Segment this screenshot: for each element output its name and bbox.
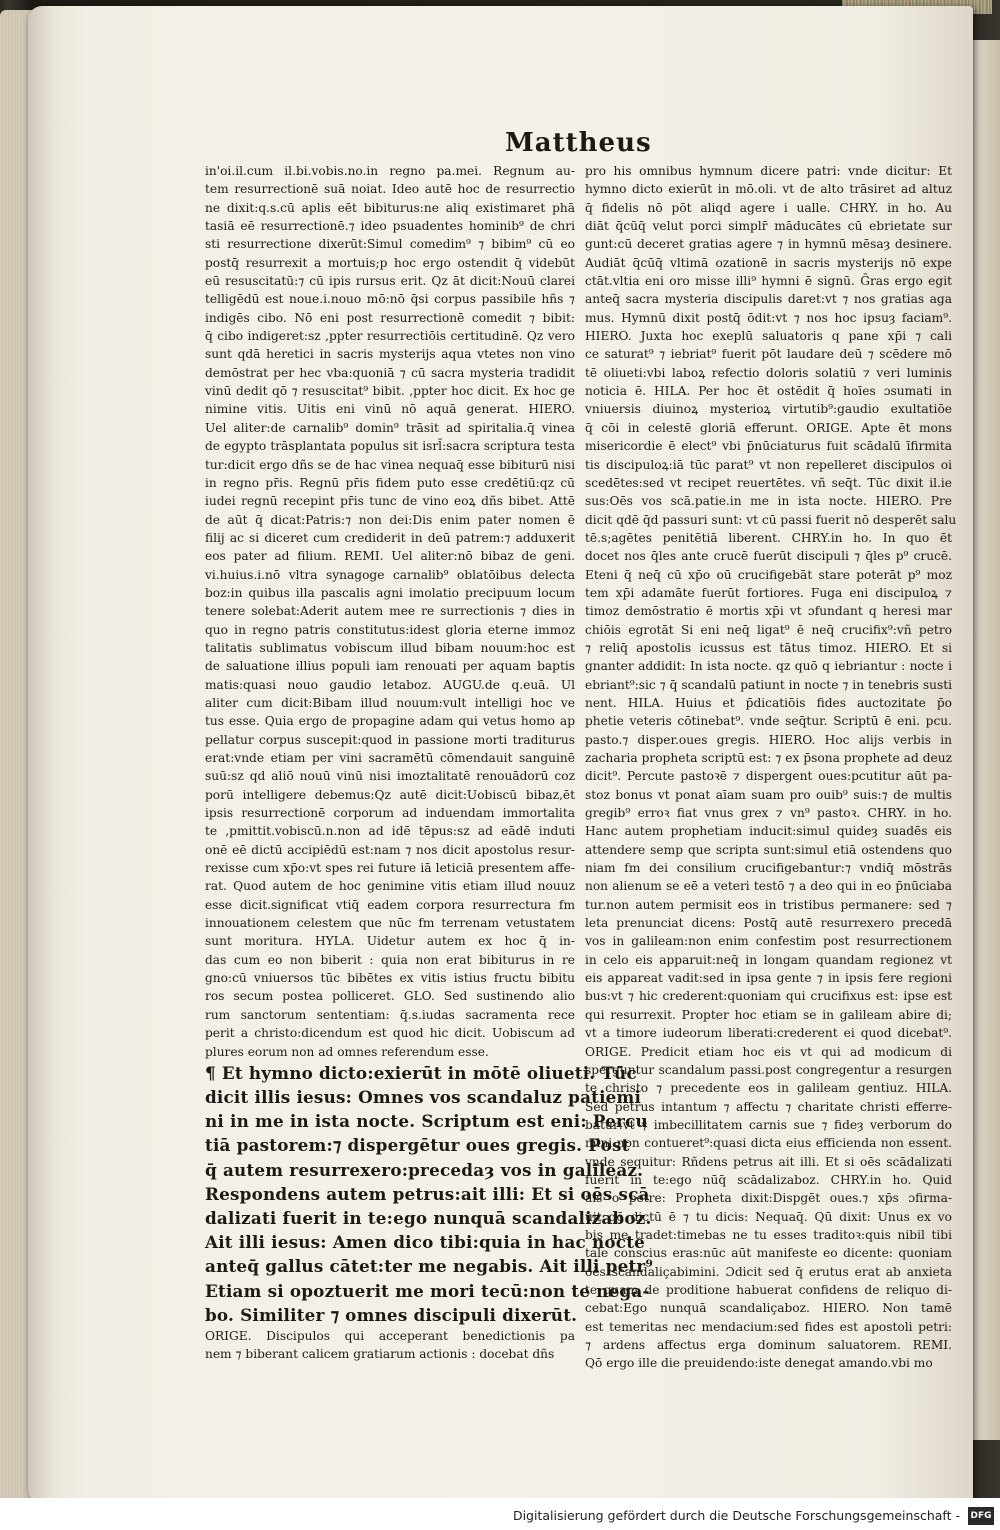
text-line: boz:in quibus illa pascalis agni imolatio precipuum locum [205,585,575,600]
text-line: vi.huius.i.nō vltra synagoge carnalib⁹ oblatōibus delecta [205,567,575,582]
text-line: ni in me in ista nocte. Scriptum est eni: Percu [205,1111,648,1132]
text-line: esse dicit.significat vtiq̄ eadem corpora resurrectura fm [205,897,575,912]
footer-credit: Digitalisierung gefördert durch die Deutsche Forschungsgemeinschaft - [512,1508,960,1523]
text-line: ipsis resurrectionē corporum ad induendam immortalita [205,806,575,821]
text-line: eis appareat vadit:sed in ipsa gente ⁊ in ipsis fere regioni [585,971,952,986]
text-line: cebat:Ego nunquā scandaliçaboz. HIERO. Non tamē [585,1301,952,1316]
text-line: aliter cum dicit:Bibam illud nouum:vult intelligi hoc ve [205,695,575,710]
text-line: dicit⁹. Percute pastoꝛē ⁊ dispergent oues:pcutitur aūt pa- [585,769,952,784]
text-line: chiōis egrotāt Si eni neq̄ ligat⁹ ē neq̄ crucifix⁹:vñ petro [585,622,952,637]
text-line: dalizati fuerit in te:ego nunquā scandalizaboz. [205,1207,652,1228]
text-line: bo. Similiter ⁊ omnes discipuli dixerūt. [205,1304,578,1325]
text-line: diāt q̄cūq̄ velut porci simplr̄ māducātes cū ebrietate sur [585,219,952,234]
text-line: mus. Hymnū dixit postq̄ ōdit:vt ⁊ nos hoc ipsuȝ faciam⁹. [585,310,952,325]
text-line: in celo eis apparuit:neq̄ in longam quandam regionez vt [585,952,952,967]
text-line: sperguntur scandalum passi.post congregentur a resurgen [585,1062,952,1077]
text-line: tē oliueti:vbi laboꝝ refectio doloris solatiū ⁊ veri luminis [585,365,952,380]
text-line: porū intelligere debemus:Qz autē dicit:Uobiscū bibaz,ēt [205,787,575,802]
dfg-logo: DFG [968,1507,994,1525]
text-line: Ait illi iesus: Amen dico tibi:quia in hac nocte [205,1232,646,1253]
text-line: HIERO. Juxta hoc exeplū saluatoris q pane xp̄i ⁊ cali [585,329,952,344]
text-line: ORIGE. Predicit etiam hoc eis vt qui ad modicum di [585,1044,952,1059]
text-line: ⁊ ardens affectus erga dominum saluatorem. REMI. [585,1338,952,1352]
text-line: qui resurrexit. Propter hoc etiam se in galileam abire di; [585,1007,952,1022]
text-line: postq̄ resurrexit a mortuis;p hoc ergo ostendit q̄ videbūt [205,255,575,270]
left-tail-text [205,1327,575,1364]
text-line: est temeritas nec mendacium:sed fides est apostoli petri: [585,1319,952,1334]
text-line: Audiāt q̄cūq̄ vltimā ozationē in sacris mysterijs nō expe [585,255,952,270]
text-line: iudei regnū recepint pr̄is tunc de vino eoꝝ dñs bibet. Attē [205,494,575,509]
text-line: dicit qdē q̄d passuri sunt: vt cū passi fuerit nō desperēt salu [585,512,957,527]
text-line: telligēdū est noue.i.nouo mō:nō q̄si corpus passibile hñs ⁊ [205,292,575,307]
text-line: mini non contueret⁹:quasi dicta eius efficienda non essent. [585,1136,952,1151]
text-line: gno:cū vniuersos tūc bibētes ex vitis istius fructu bibitu [205,971,575,986]
text-line: ⁊ reliq̄ apostolis icussus est tātus timoz. HIERO. Et si [585,640,952,655]
text-line: non alienum se eē a veteri testō ⁊ a deo qui in eo p̄nūciaba [585,879,952,894]
text-line: ce saturat⁹ ⁊ iebriat⁹ fuerit pōt laudare deū ⁊ scēdere mō [585,347,952,362]
text-line: quo in regno patris constitutus:idest gloria eterne immoz [205,622,575,637]
text-line: tur.non autem permisit eos in tristibus permanere: sed ⁊ [585,897,952,912]
text-line: ros secum postea polliceret. GLO. Sed sustinendo alio [205,989,575,1004]
text-line: eū resuscitatū:⁊ cū ipis rursus erit. Qz āt dicit:Nouū clarei [205,274,575,289]
text-line: Sed petrus intantum ⁊ affectu ⁊ charitate christi efferre- [585,1099,952,1114]
text-line: ORIGE. Discipulos qui acceperant benedictionis pa [205,1328,575,1343]
text-line: dicit illis iesus: Omnes vos scandaluz patiemi [205,1087,642,1108]
text-line: gregib⁹ erroꝛ fiat vnus grex ⁊ vn⁹ pastoꝛ. CHRY. in ho. [585,806,952,821]
footer-bar [0,1498,1000,1530]
text-line: pro his omnibus hymnum dicere patri: vnde dicitur: Et [585,164,952,178]
text-line: Hanc autem prophetiam inducit:simul quideȝ suadēs eis [585,824,952,839]
text-line: q̄ cibo indigeret:sz ,ppter resurrectiōis certitudinē. Qz vero [205,329,575,344]
adjacent-page-edge [970,40,1000,1440]
text-line: niam fm dei consilium crucifigebantur:⁊ vndiq̄ mōstrās [585,861,952,876]
text-line: stoz bonus vt ponat aīam suam pro ouib⁹ suis:⁊ de multis [585,787,952,802]
text-line: vt a timore iudeorum liberati:crederent ei quod dicebat⁹. [585,1026,952,1041]
text-line: in'oi.il.cum il.bi.vobis.no.in regno pa.mei. Regnum au- [205,164,575,178]
text-line: Qō ergo ille die preuidendo:iste denegat amando.vbi mo [585,1356,933,1371]
text-line: ne dixit:q.s.cū aplis eēt bibiturus:ne aliq existimaret phā [205,200,575,215]
text-line: ebriant⁹:sic ⁊ q̄ scandalū patiunt in nocte ⁊ in tenebris susti [585,677,952,692]
text-line: anteq̄ gallus cātet:ter me negabis. Ait illi petr⁹ [205,1256,653,1277]
text-line: tem xp̄i adamāte fuerūt fortiores. Fuga eni discipuloꝝ ⁊ [585,585,952,600]
text-line: tus esse. Quia ergo de propagine adam qui vetus homo ap [205,714,575,729]
text-line: attendere semp que scripta sunt:simul etiā ostendens quo [585,842,952,857]
text-line: Respondens autem petrus:ait illi: Et si oēs scā [205,1183,650,1204]
text-line: fuerit in te:ego nūq̄ scādalizaboz. CHRY.in ho. Quid [585,1172,952,1187]
running-head: Mattheus [505,128,652,158]
text-line: das cum eo non biberit : quia non erat bibiturus in re [205,952,575,967]
text-line: rexisse cum xp̄o:vt spes rei future iā leticiā presentem affe- [205,861,575,876]
text-line: zacharia propheta scriptū est: ⁊ ex p̄sona prophete ad deuz [585,751,952,765]
text-line: docet nos q̄les ante crucē fuerūt discipuli ⁊ q̄les p⁹ crucē. [585,549,952,564]
text-line: q̄ fidelis nō pōt aliqd agere i ualle. CHRY. in ho. Au [585,200,952,215]
text-line: gnanter addidit: In ista nocte. qz quō q iebriantur : nocte i [585,659,952,674]
text-line: Etiam si opoztuerit me mori tecū:non te nega- [205,1280,650,1301]
text-line: matis:quasi nouo gaudio letaboz. AUGU.de q.euā. Ul [205,677,575,692]
text-line: pellatur corpus suscepit:quod in passione morti traditurus [205,732,575,747]
left-gloss-text [205,162,575,1061]
text-line: pasto.⁊ disper.oues gregis. HIERO. Hoc alijs verbis in [585,732,952,747]
text-line: te ,pmittit.vobiscū.n.non ad idē tēpus:sz ad eādē induti [205,824,575,839]
text-line: suū:sz qd aliō nouū vinū nisi imoztalitatē renouādorū coz [205,769,575,784]
text-line: de saluatione illius populi iam renouati per aquam baptis [205,659,575,674]
text-line: perit a christo:dicendum est quod hic dicit. Uobiscum ad [205,1026,575,1041]
text-line: sti resurrectione dixerūt:Simul comedim⁹ ⁊ bibim⁹ cū eo [205,237,575,252]
text-line: filij ac si diceret cum crediderit in deū patrem:⁊ adduxerit [205,530,575,545]
text-line: de aūt q̄ dicat:Patris:⁊ non dei:Dis enim pater nomen ē [205,512,575,527]
text-line: tenere solebat:Aderit autem mee re surrectionis ⁊ dies in [205,604,575,619]
text-line: leta prenunciat dicens: Postq̄ autē resurrexero precedā [585,916,952,931]
text-line: misericordie ē elect⁹ vbi p̄nūciaturus fuit scādalū īfirmita [585,439,952,454]
text-line: demōstrat per hec vba:quoniā ⁊ cū sacra mysteria tradidit [205,365,575,380]
text-line: ais o petre: Propheta dixit:Dispgēt oues.⁊ xp̄s ɔfirma- [585,1191,952,1206]
left-column [205,162,653,1364]
right-gloss-text [585,162,957,1373]
text-line: ¶ Et hymno dicto:exierūt in mōtē oliueti. Tūc [205,1062,637,1083]
text-line: rum sanctorum sententiam: q̄.s.iudas sacramenta rece [205,1007,575,1022]
text-line: tiā pastorem:⁊ dispergētur oues gregis. Post [205,1135,630,1156]
text-line: sunt qdā heretici in sacris mysterijs aqua vtetes non vino [205,347,575,362]
text-line: gunt:cū deceret gratias agere ⁊ in hymnū mēsaȝ desinere. [585,237,952,252]
text-line: erat:vnde etiam per vini sacramētū cōmendauit sanguinē [205,751,575,765]
text-line: q̄ cōi in celestē gloriā efferunt. ORIGE. Apte ēt mons [585,420,952,435]
text-line: phetie veteris cōtinebat⁹. vnde seq̄tur. Scriptū ē eni. pcu. [585,714,952,729]
text-line: tale conscius eras:nūc aūt manifeste eo dicente: quoniam [585,1246,952,1261]
text-line: te quam de proditione habuerat confidens de reliquo di- [585,1282,952,1297]
text-line: talitatis sublimatus vobiscum illud bibam nouum:hoc est [205,640,575,655]
text-line: eos pater ad filium. REMI. Uel aliter:nō bibaz de geni. [205,549,575,564]
text-line: in regno pr̄is. Regnū pr̄is fidem puto esse credētiū:qz cū [205,475,575,490]
text-line: innouationem celestem que nūc fm terrenam vetustatem [205,916,575,931]
text-line: vnde sequitur: Rñdens petrus ait illi. Et si oēs scādalizati [585,1154,952,1169]
text-line: vinū dedit qō ⁊ resuscitat⁹ bibit. ,ppter hoc dicit. Ex hoc ge [205,384,575,399]
text-line: uit qō dictū ē ⁊ tu dicis: Nequaq̄. Qū dixit: Unus ex vo [585,1209,952,1224]
text-line: bis me tradet:timebas ne tu esses traditoꝛ:quis nibil tibi [585,1227,952,1242]
text-line: timoz demōstratio ē mortis xp̄i vt ɔfundant q heresi mar [585,604,952,619]
text-line: batur:vt ⁊ imbecillitatem carnis sue ⁊ fideȝ verborum do [585,1117,952,1132]
text-line: sunt moritura. HYLA. Uidetur autem ex hoc q̄ in- [205,934,575,949]
text-line: onē eē dictū accipiēdū est:nam ⁊ nos dicit apostolus resur- [205,842,575,857]
text-line: tur:dicit ergo dñs se de hac vinea nequaq̄ esse bibiturū nisi [205,457,575,472]
text-line: vos in galileam:non enim confestim post resurrectionem [585,934,952,949]
text-line: sus:Oēs vos scā.patie.in me in ista nocte. HIERO. Pre [585,494,952,509]
text-line: nimine vitis. Uitis eni vinū nō aquā generat. HIERO. [205,402,575,417]
text-line: vniuersis diuinoꝝ mysterioꝝ virtutib⁹:gaudio exultatiōe [585,402,952,417]
text-line: tis discipuloꝝ:iā tūc parat⁹ vt non repelleret discipulos oi [585,457,952,472]
text-line: tasiā eē resurrectionē.⁊ ideo psuadentes hominib⁹ de chri [205,219,575,234]
text-line: scedētes:sed vt recipet reuertētes. vñ seq̄t. Tūc dixit il.ie [585,475,952,490]
text-line: nem ⁊ biberant calicem gratiarum actionis : docebat dñs [205,1347,555,1362]
text-line: oēs scandaliçabimini. Ɔdicit sed q̄ erutus erat ab anxieta [585,1264,952,1279]
text-line: Eteni q̄ neq̄ cū xp̄o oū crucifigebāt stare poterāt p⁹ moz [585,567,952,582]
right-column [585,162,957,1373]
text-line: hymno dicto exierūt in mō.oli. vt de alto trāsiret ad altuz [585,182,952,197]
text-line: tē.s;agētes penitētiā liberent. CHRY.in ho. In quo ēt [585,530,952,545]
text-line: tem resurrectionē suā noiat. Ideo autē hoc de resurrectio [205,182,575,197]
text-line: indigēs cibo. Nō eni post resurrectionē comedit ⁊ bibit: [205,310,575,325]
text-line: plures eorum non ad omnes referendum esse. [205,1044,489,1059]
text-line: te christo ⁊ precedente eos in galileam gentiuz. HILA. [585,1081,952,1096]
bible-text-block [205,1061,653,1327]
text-line: anteq̄ sacra mysteria discipulis daret:vt ⁊ nos gratias aga [585,292,952,307]
text-line: bus:vt ⁊ hic crederent:quoniam qui crucifixus est: ipse est [585,989,952,1004]
text-line: q̄ autem resurrexero:precedaȝ vos in galileaz. [205,1159,644,1180]
text-line: de egypto trāsplantata populus sit isrl̄:sacra scriptura testa [205,439,575,454]
text-line: nent. HILA. Huius et p̄dicatiōis fides auctozitate p̄o [585,695,952,710]
text-line: noticia ē. HILA. Per hoc ēt ostēdit q̄ hoīes ɔsumati in [585,384,952,399]
text-line: Uel aliter:de carnalib⁹ domin⁹ trāsit ad spiritalia.q̄ vinea [205,420,575,435]
text-line: rat. Quod autem de hoc genimine vitis etiam illud nouuz [205,879,575,894]
text-line: ctāt.vltia eni oro misse illi⁹ hymni ē signū. Ḡras ergo egit [585,274,952,289]
